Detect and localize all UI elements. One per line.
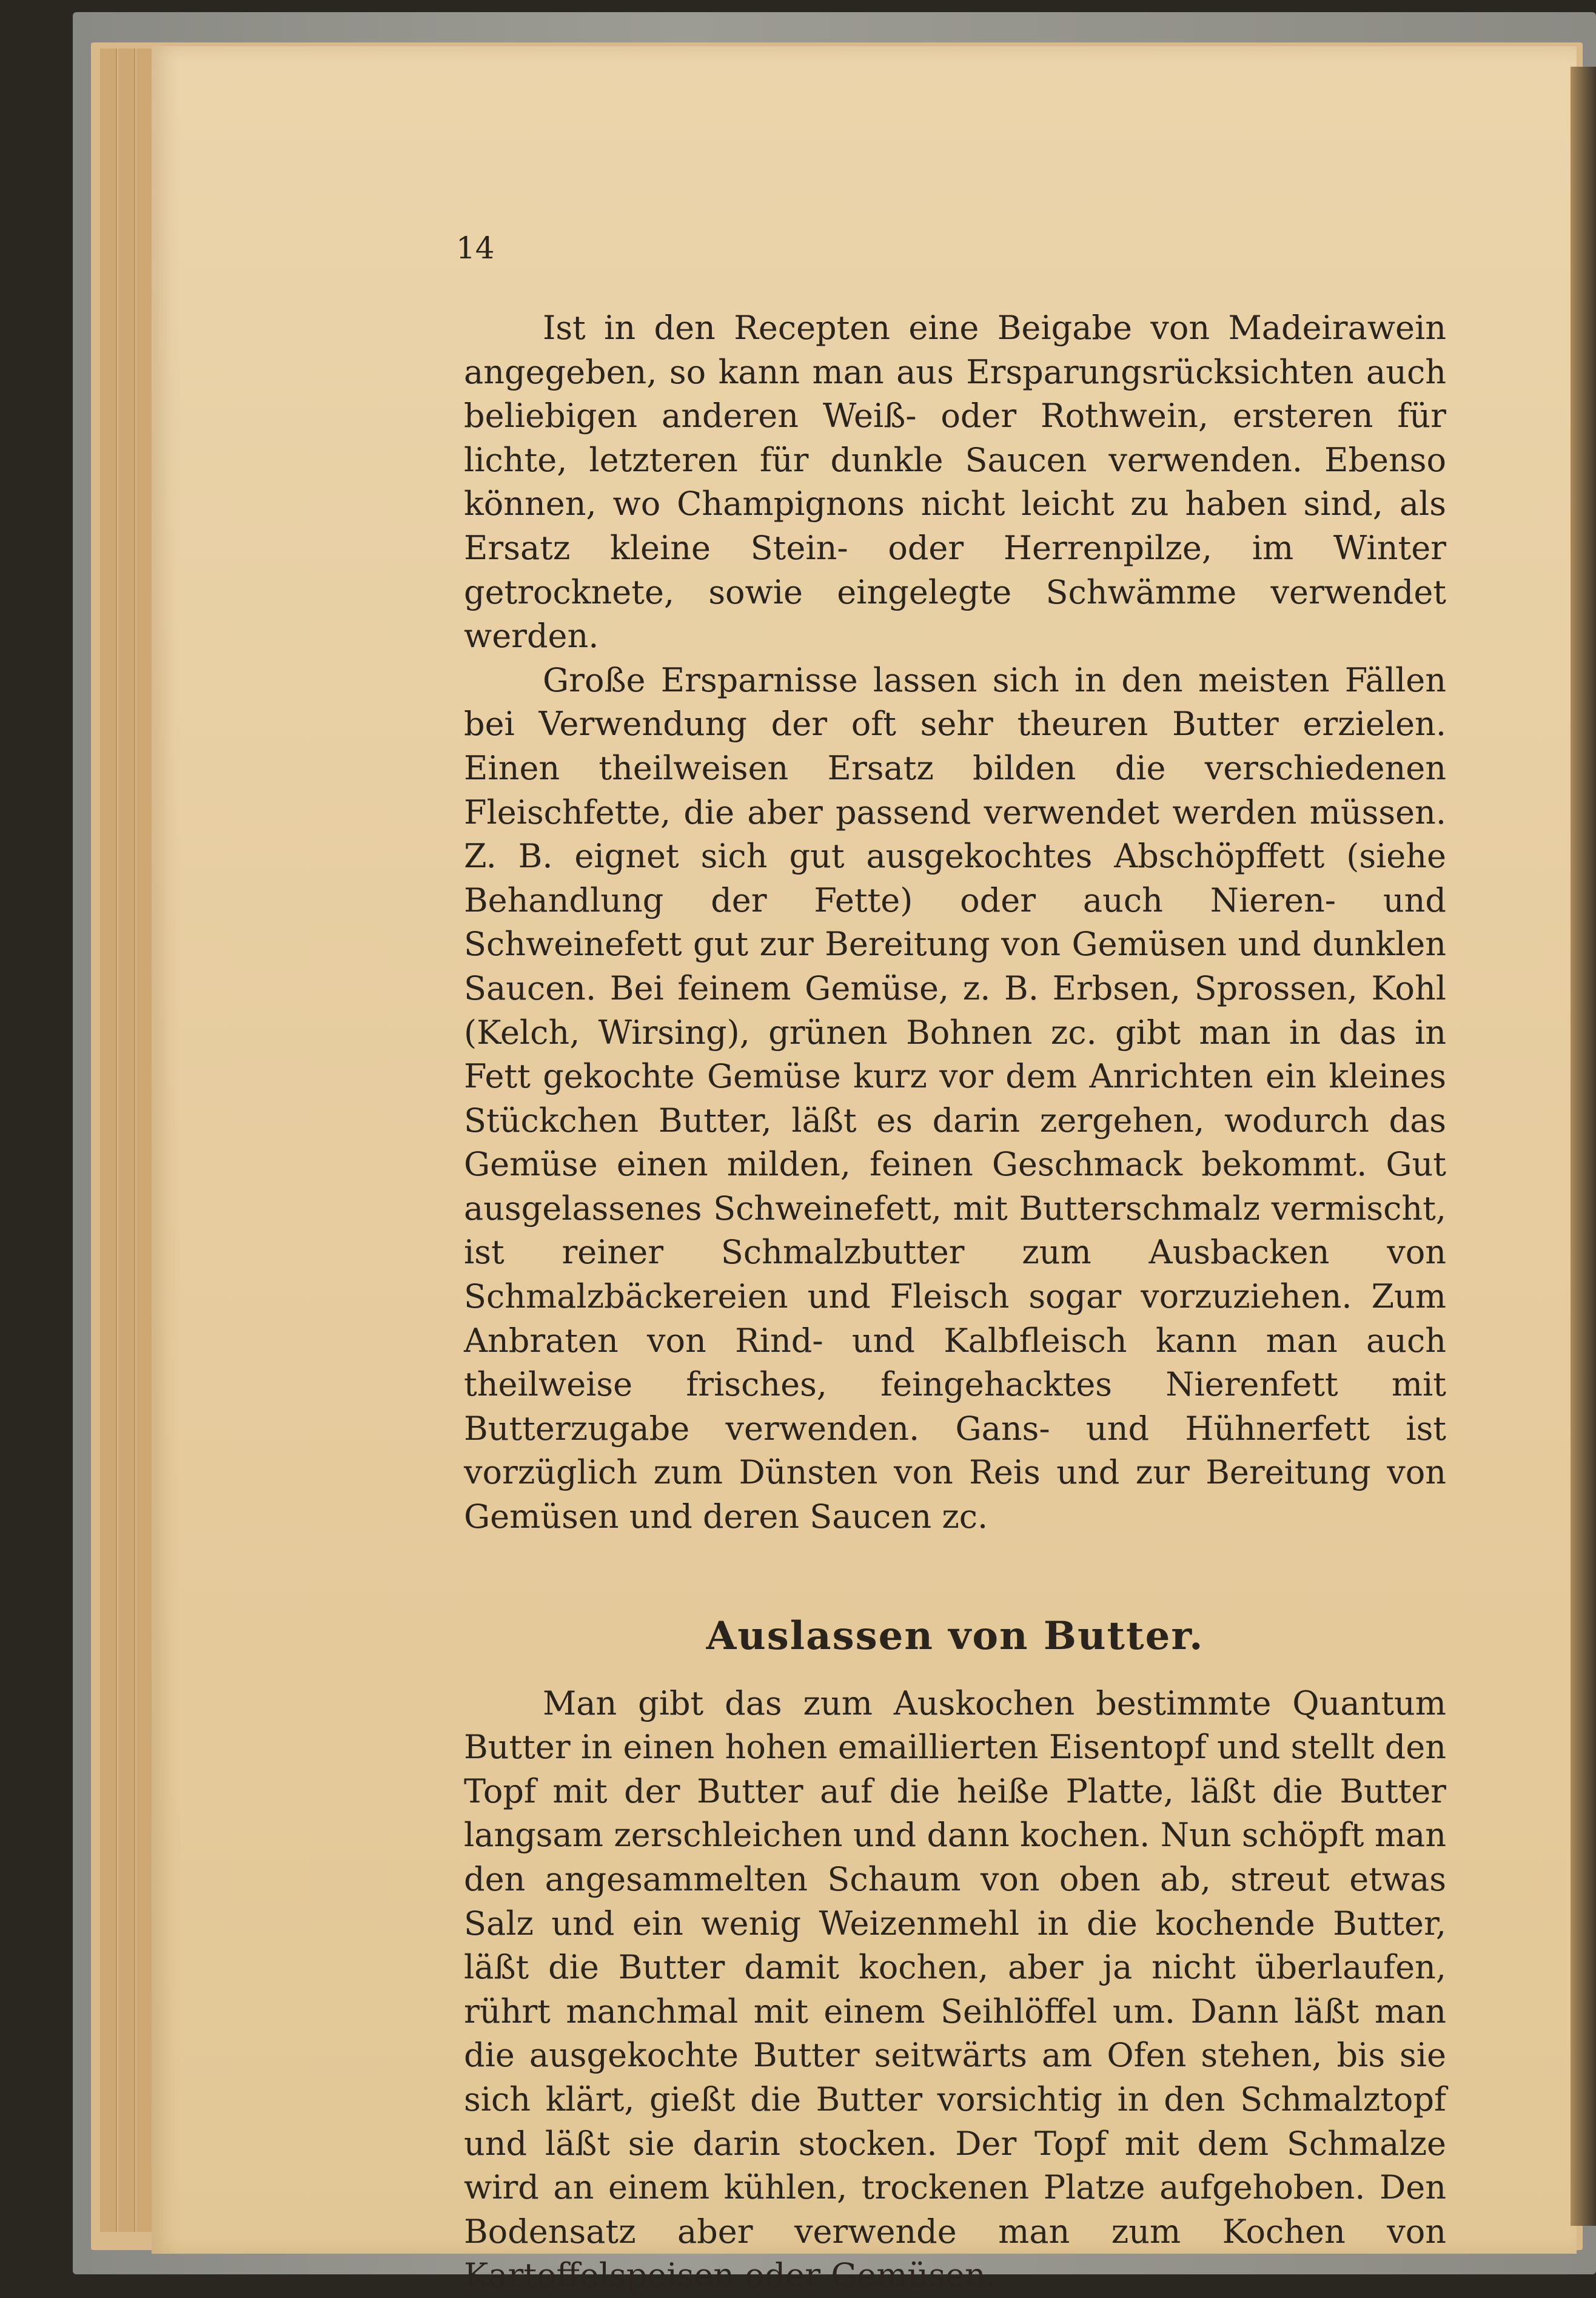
- paragraph: Ist in den Recepten eine Beigabe von Madeirawein angegeben, so kann man aus Ersparungsrücksichten auch beliebigen anderen Weiß- oder Rothwein, ersteren für lichte, letzteren für dunkle Saucen verwenden. Ebenso können, wo Champignons nicht leicht zu haben sind, als Ersatz kleine Stein- oder Herrenpilze, im Winter getrocknete, sowie eingelegte Schwämme verwendet werden.: [464, 309, 1446, 656]
- page-edge: [100, 49, 117, 2232]
- book-gutter: [1571, 67, 1596, 2226]
- section-heading: Auslassen von Butter.: [706, 1613, 1204, 1659]
- page-edge: [136, 49, 153, 2232]
- page-edge: [118, 49, 135, 2232]
- paragraph: Große Ersparnisse lassen sich in den meisten Fällen bei Verwendung der oft sehr theuren Butter erzielen. Einen theilweisen Ersatz bilden die verschiedenen Fleischfette, die aber passend verwendet werden müssen. Z. B. eignet sich gut ausgekochtes Abschöpffett (siehe Behandlung der Fette) oder auch Nieren- und Schweinefett gut zur Bereitung von Gemüsen und dunklen Saucen. Bei feinem Gemüse, z. B. Erbsen, Sprossen, Kohl (Kelch, Wirsing), grünen Bohnen zc. gibt man in das in Fett gekochte Gemüse kurz vor dem Anrichten ein kleines Stückchen Butter, läßt es darin zergehen, wodurch das Gemüse einen milden, feinen Geschmack bekommt. Gut ausgelassenes Schweinefett, mit Butterschmalz vermischt, ist reiner Schmalzbutter zum Ausbacken von Schmalzbäckereien und Fleisch sogar vorzuziehen. Zum Anbraten von Rind- und Kalbfleisch kann man auch theilweise frisches, feingehacktes Nierenfett mit Butterzugabe verwenden. Gans- und Hühnerfett ist vorzüglich zum Dünsten von Reis und zur Bereitung von Gemüsen und deren Saucen zc.: [464, 660, 1446, 1536]
- page-number: 14: [456, 230, 495, 266]
- page-content: [464, 224, 1446, 2298]
- paragraph: Man gibt das zum Auskochen bestimmte Quantum Butter in einen hohen emaillierten Eisentopf und stellt den Topf mit der Butter auf die heiße Platte, läßt die Butter langsam zerschleichen und dann kochen. Nun schöpft man den angesammelten Schaum von oben ab, streut etwas Salz und ein wenig Weizenmehl in die kochende Butter, läßt die Butter damit kochen, aber ja nicht überlaufen, rührt manchmal mit einem Seihlöffel um. Dann läßt man die ausgekochte Butter seitwärts am Ofen stehen, bis sie sich klärt, gießt die Butter vorsichtig in den Schmalztopf und läßt sie darin stocken. Der Topf mit dem Schmalze wird an einem kühlen, trockenen Platze aufgehoben. Den Bodensatz aber verwende man zum Kochen von Kartoffelspeisen oder Gemüsen.: [464, 1684, 1446, 2295]
